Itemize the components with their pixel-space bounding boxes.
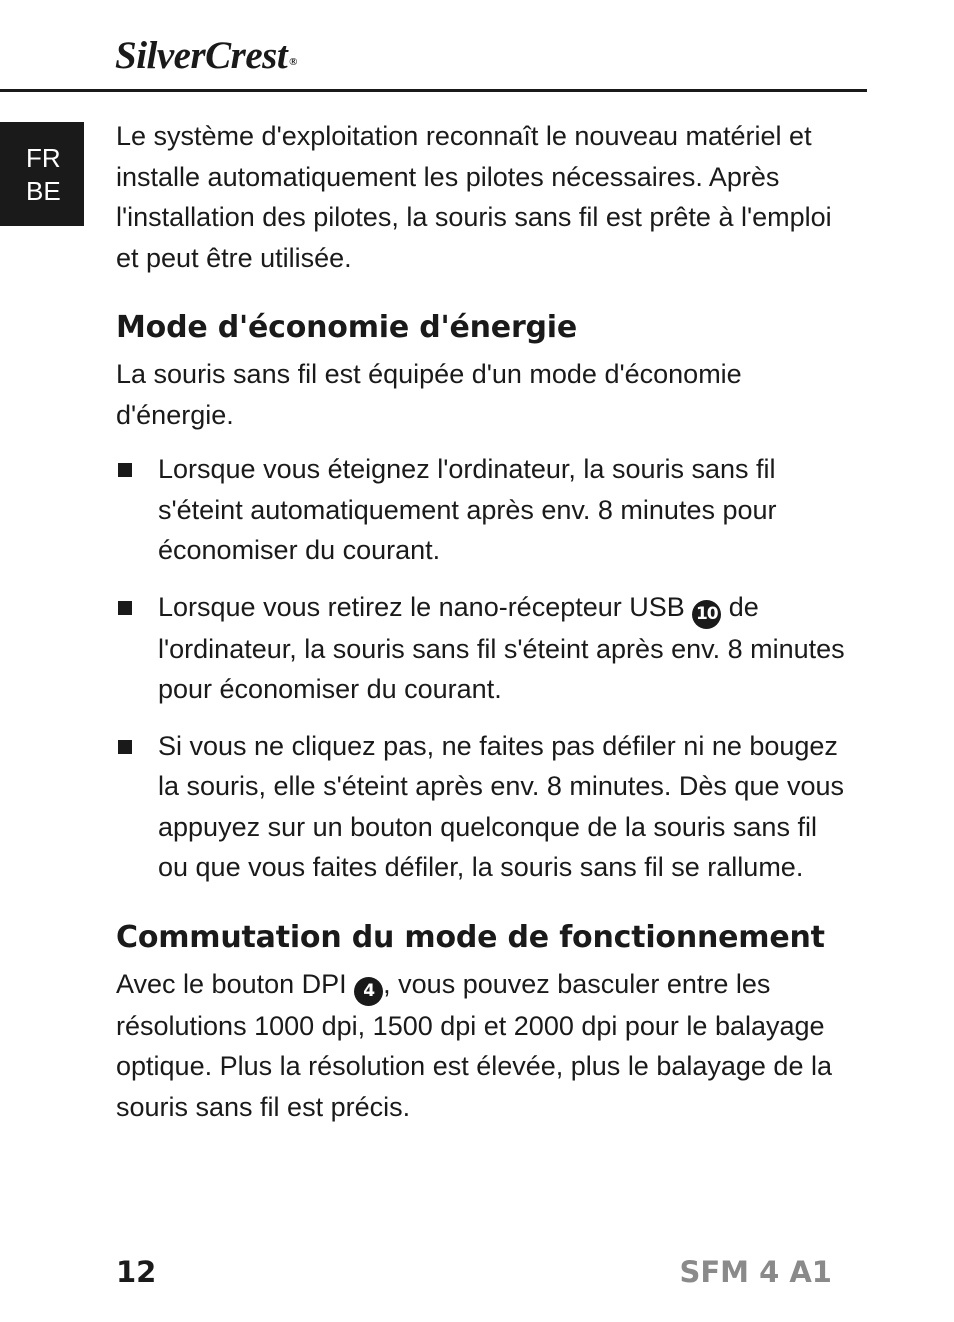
list-item [116, 726, 846, 888]
header-divider [0, 89, 867, 92]
reference-number-badge: 10 [692, 600, 721, 629]
registered-mark: ® [289, 56, 297, 68]
list-item [116, 449, 846, 571]
reference-number-badge: 4 [354, 977, 383, 1006]
list-item-text-before: Lorsque vous retirez le nano-récepteur USB [158, 591, 693, 622]
language-code-be: BE [26, 176, 61, 206]
brand-logo [115, 34, 297, 78]
square-bullet-icon [118, 463, 132, 477]
page-content [116, 116, 846, 1127]
list-item-text-after: de l'ordinateur, la souris sans fil s'éteint après env. 8 minutes pour économiser du courant. [158, 591, 845, 704]
section-heading-operating-mode: Commutation du mode de fonctionnement [116, 919, 825, 955]
operating-mode-paragraph [116, 964, 846, 1128]
list-item-text: Lorsque vous éteignez l'ordinateur, la souris sans fil s'éteint automatiquement après env. 8 minutes pour économiser du courant. [158, 454, 777, 565]
brand-name: SilverCrest [115, 34, 288, 77]
list-item [116, 587, 846, 710]
section-heading-energy-saving: Mode d'économie d'énergie [116, 310, 578, 345]
energy-saving-list [116, 449, 846, 888]
language-code-fr: FR [26, 143, 61, 173]
list-item-text: Si vous ne cliquez pas, ne faites pas défiler ni ne bougez la souris, elle s'éteint après env. 8 minutes. Dès que vous appuyez sur un bouton quelconque de la souris sans fil ou que vous faites défiler, la souris sans fil se rallume. [158, 730, 845, 882]
square-bullet-icon [118, 740, 132, 754]
operating-mode-text-before: Avec le bouton DPI [116, 968, 355, 999]
language-tab [0, 122, 84, 226]
page-number: 12 [116, 1255, 157, 1289]
energy-saving-intro: La souris sans fil est équipée d'un mode d'économie d'énergie. [116, 359, 742, 430]
model-number: SFM 4 A1 [679, 1255, 832, 1289]
intro-paragraph: Le système d'exploitation reconnaît le nouveau matériel et installe automatiquement les pilotes nécessaires. Après l'installation des pilotes, la souris sans fil est prête à l'emploi et peut être utilisée. [116, 121, 832, 273]
square-bullet-icon [118, 601, 132, 615]
operating-mode-text-after: , vous pouvez basculer entre les résolutions 1000 dpi, 1500 dpi et 2000 dpi pour le balayage optique. Plus la résolution est élevée, plus le balayage de la souris sans fil est précis. [116, 968, 832, 1122]
